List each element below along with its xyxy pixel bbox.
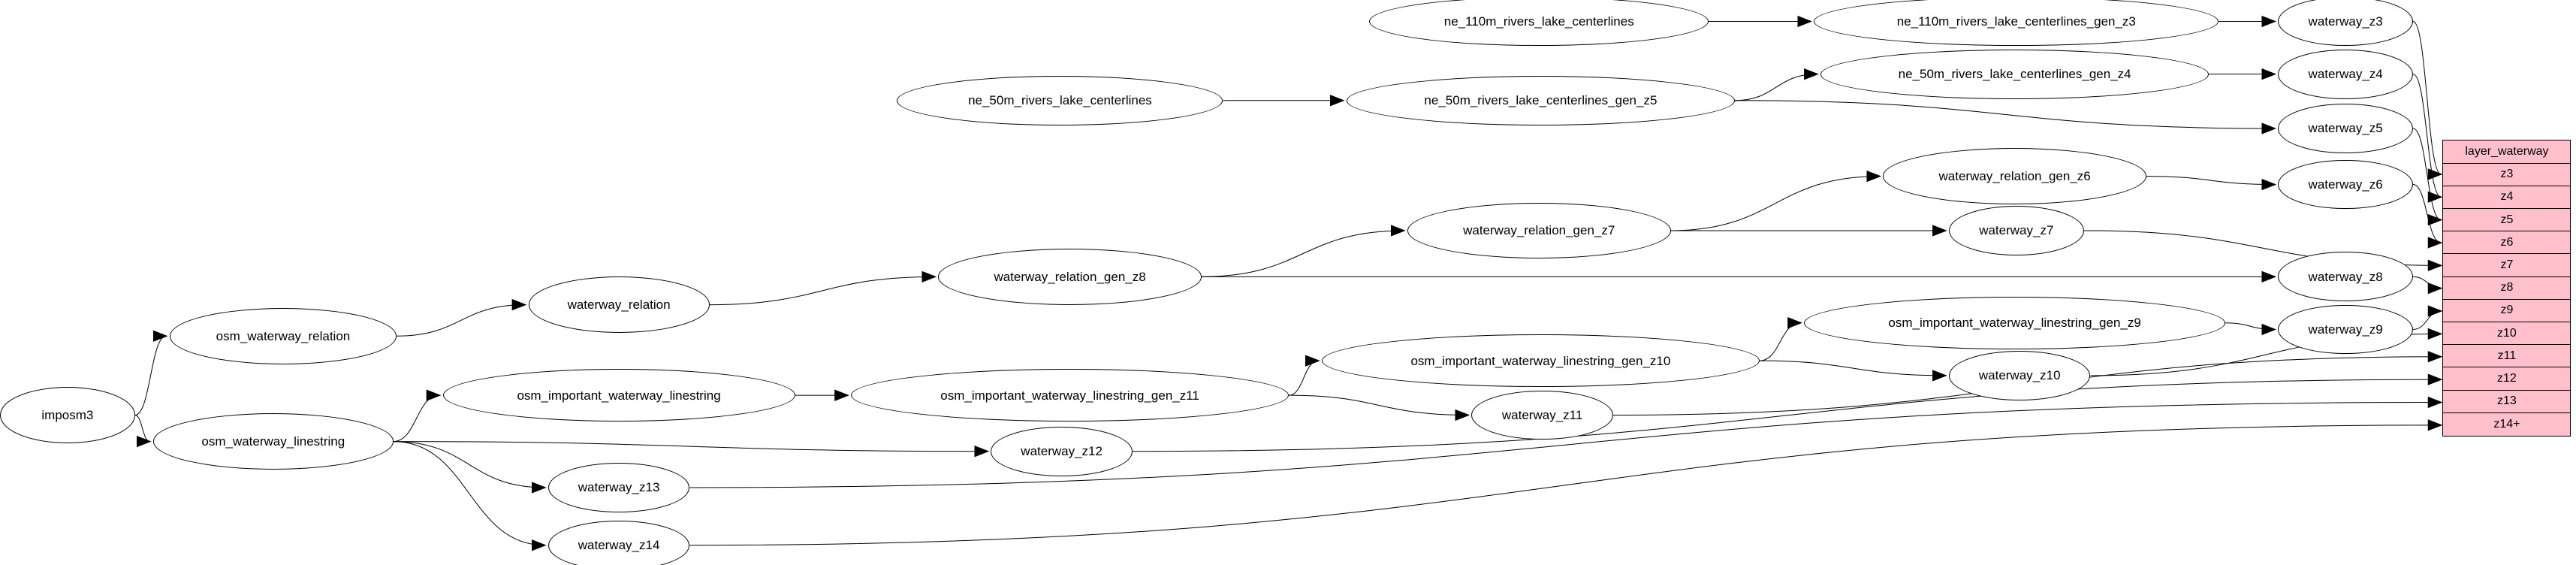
node-label: waterway_z11 — [1501, 407, 1583, 422]
legend-row-z4[interactable]: z4 — [2443, 186, 2570, 209]
node-waterway_relation_gen_z6[interactable] — [1883, 148, 2146, 204]
node-label: ne_50m_rivers_lake_centerlines_gen_z5 — [1424, 93, 1658, 108]
node-label: ne_110m_rivers_lake_centerlines_gen_z3 — [1896, 14, 2136, 29]
legend-row-z6[interactable]: z6 — [2443, 231, 2570, 254]
node-label: waterway_relation_gen_z7 — [1463, 223, 1615, 238]
node-osm_waterway_relation[interactable] — [170, 308, 397, 364]
node-label: waterway_z12 — [1021, 444, 1102, 459]
node-label: waterway_z8 — [2308, 269, 2383, 284]
legend-row-z13[interactable]: z13 — [2443, 391, 2570, 413]
node-label: osm_important_waterway_linestring_gen_z9 — [1888, 316, 2141, 331]
node-label: waterway_z9 — [2308, 322, 2383, 337]
node-waterway_relation_gen_z7[interactable] — [1407, 203, 1671, 259]
node-waterway_relation[interactable] — [529, 276, 710, 333]
node-osm_important_waterway_linestring_gen_z10[interactable] — [1322, 334, 1760, 387]
legend-row-z5[interactable]: z5 — [2443, 209, 2570, 231]
node-waterway_z6[interactable] — [2278, 160, 2413, 210]
legend-title: layer_waterway — [2443, 140, 2570, 163]
node-label: waterway_z10 — [1978, 368, 2061, 383]
node-ne_50m_rivers_lake_centerlines[interactable] — [897, 76, 1223, 125]
node-waterway_z5[interactable] — [2278, 104, 2413, 153]
node-osm_important_waterway_linestring_gen_z11[interactable] — [851, 369, 1289, 421]
node-label: waterway_relation_gen_z8 — [994, 269, 1146, 284]
legend-row-z11[interactable]: z11 — [2443, 345, 2570, 367]
node-label: waterway_z14 — [578, 538, 660, 553]
node-waterway_z9[interactable] — [2278, 305, 2413, 355]
node-waterway_relation_gen_z8[interactable] — [938, 249, 1202, 305]
node-waterway_z13[interactable] — [548, 463, 689, 512]
node-label: waterway_z4 — [2308, 67, 2383, 82]
legend-row-z12[interactable]: z12 — [2443, 367, 2570, 390]
node-label: waterway_z5 — [2308, 121, 2383, 136]
legend-row-z14plus[interactable]: z14+ — [2443, 413, 2570, 436]
node-label: osm_important_waterway_linestring_gen_z10 — [1410, 353, 1671, 368]
node-waterway_z12[interactable] — [991, 427, 1132, 476]
node-waterway_z4[interactable] — [2278, 50, 2413, 99]
node-label: waterway_z3 — [2308, 14, 2383, 29]
node-label: osm_important_waterway_linestring — [517, 388, 721, 403]
legend-layer-waterway[interactable] — [2442, 140, 2571, 437]
legend-row-z10[interactable]: z10 — [2443, 322, 2570, 345]
node-waterway_z11[interactable] — [1471, 391, 1612, 440]
node-label: waterway_relation_gen_z6 — [1938, 169, 2091, 184]
node-waterway_z10[interactable] — [1949, 351, 2090, 400]
node-label: ne_50m_rivers_lake_centerlines_gen_z4 — [1898, 67, 2131, 82]
node-waterway_z14[interactable] — [548, 521, 689, 565]
node-ne_50m_rivers_lake_centerlines_gen_z4[interactable] — [1820, 50, 2209, 99]
node-label: waterway_z6 — [2308, 177, 2383, 192]
node-label: osm_important_waterway_linestring_gen_z11 — [940, 388, 1199, 403]
node-label: waterway_relation — [567, 298, 671, 313]
legend-row-z9[interactable]: z9 — [2443, 300, 2570, 322]
legend-row-z8[interactable]: z8 — [2443, 277, 2570, 300]
node-osm_important_waterway_linestring[interactable] — [443, 369, 795, 421]
node-label: waterway_z7 — [1979, 223, 2054, 238]
node-osm_waterway_linestring[interactable] — [153, 413, 394, 470]
legend-row-z3[interactable]: z3 — [2443, 164, 2570, 186]
legend-row-z7[interactable]: z7 — [2443, 254, 2570, 276]
node-label: osm_waterway_linestring — [201, 434, 345, 449]
node-waterway_z8[interactable] — [2278, 252, 2413, 301]
node-label: imposm3 — [41, 407, 94, 422]
node-ne_50m_rivers_lake_centerlines_gen_z5[interactable] — [1347, 76, 1735, 125]
node-waterway_z7[interactable] — [1949, 206, 2084, 255]
node-imposm3[interactable] — [0, 387, 135, 443]
node-label: waterway_z13 — [578, 480, 660, 495]
node-label: ne_50m_rivers_lake_centerlines — [968, 93, 1152, 108]
node-osm_important_waterway_linestring_gen_z9[interactable] — [1804, 297, 2225, 349]
node-label: ne_110m_rivers_lake_centerlines — [1443, 14, 1634, 29]
node-label: osm_waterway_relation — [216, 328, 351, 343]
